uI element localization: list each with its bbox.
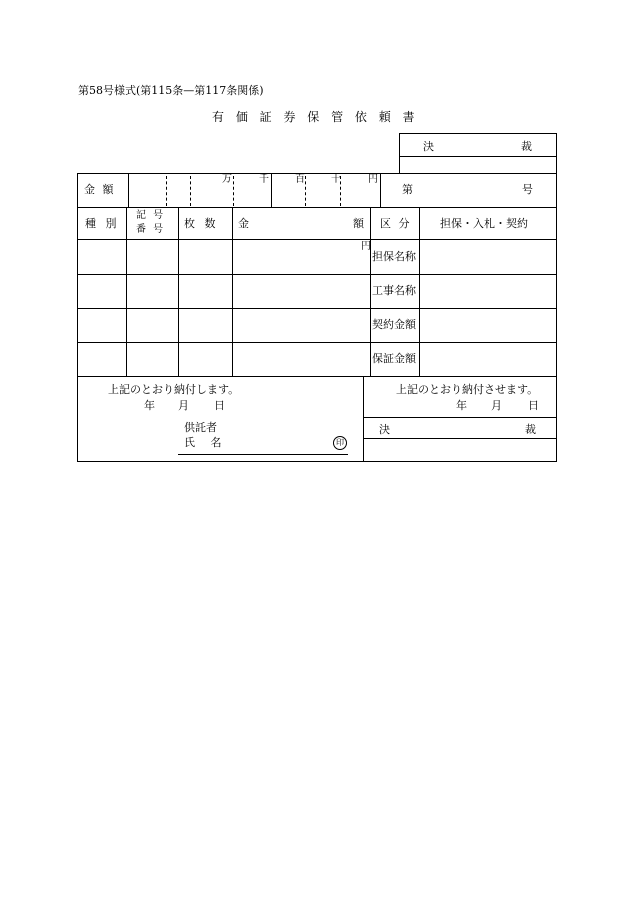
row-divider-5 xyxy=(77,342,557,343)
row-divider-4 xyxy=(77,308,557,309)
approval-label: 決 xyxy=(423,140,434,153)
frame-left xyxy=(77,173,78,462)
frame-top xyxy=(77,173,557,174)
unit-hyaku: 百 xyxy=(295,174,305,185)
unit-juu: 十 xyxy=(331,174,341,185)
payment-order-statement: 上記のとおり納付させます。 xyxy=(396,383,539,396)
unit-sen: 千 xyxy=(259,174,269,185)
col-sep-mark xyxy=(178,207,179,376)
row-divider-1 xyxy=(77,207,557,208)
right-day: 日 xyxy=(528,399,539,412)
name-label: 氏 名 xyxy=(184,436,228,449)
amount-col-sep-2 xyxy=(271,173,272,208)
row-divider-3 xyxy=(77,274,557,275)
right-month: 月 xyxy=(491,399,502,412)
bottom-approval-label: 決 xyxy=(379,423,390,436)
header-category: 区 分 xyxy=(380,217,412,230)
bottom-right-divider-2 xyxy=(363,438,556,439)
left-year: 年 xyxy=(144,399,155,412)
bottom-center-sep xyxy=(363,376,364,461)
signature-line xyxy=(178,454,348,455)
amount-dash-1 xyxy=(166,176,167,206)
amount-col-sep-3 xyxy=(380,173,381,208)
number-prefix: 第 xyxy=(402,183,413,196)
approval-box-top xyxy=(399,133,556,134)
category-guarantee-amount: 保証金額 xyxy=(372,352,416,365)
header-purposes: 担保・入札・契約 xyxy=(440,217,528,230)
header-mark-top: 記 号 xyxy=(136,210,166,221)
col-sep-category xyxy=(419,207,420,376)
col-sep-kind xyxy=(126,207,127,376)
bottom-approval-label-2: 裁 xyxy=(525,423,536,436)
row-divider-6 xyxy=(77,376,557,377)
amount-label: 金 額 xyxy=(84,183,116,196)
amount-dash-2 xyxy=(190,176,191,206)
header-amount-right: 額 xyxy=(353,217,364,230)
unit-man: 万 xyxy=(222,174,232,185)
header-count: 枚 数 xyxy=(184,217,219,230)
yen-mark: 円 xyxy=(361,241,371,252)
left-month: 月 xyxy=(178,399,189,412)
approval-box-left xyxy=(399,133,400,173)
category-contract-amount: 契約金額 xyxy=(372,318,416,331)
category-collateral: 担保名称 xyxy=(372,250,416,263)
unit-yen: 円 xyxy=(368,174,378,185)
frame-bottom xyxy=(77,461,557,462)
category-construction: 工事名称 xyxy=(372,284,416,297)
approval-label-2: 裁 xyxy=(521,140,532,153)
col-sep-amount xyxy=(370,207,371,376)
seal-mark: 印 xyxy=(333,436,347,450)
number-suffix: 号 xyxy=(522,183,533,196)
approval-box-divider xyxy=(399,156,556,157)
amount-col-sep xyxy=(128,173,129,208)
form-number: 第58号様式(第115条—第117条関係) xyxy=(78,84,264,97)
row-divider-2 xyxy=(77,239,557,240)
amount-dash-4 xyxy=(305,176,306,206)
header-kind: 種 別 xyxy=(85,217,120,230)
header-amount-left: 金 xyxy=(238,217,249,230)
bottom-right-divider-1 xyxy=(363,417,556,418)
header-mark-bottom: 番 号 xyxy=(136,224,166,235)
amount-dash-3 xyxy=(233,176,234,206)
payment-statement: 上記のとおり納付します。 xyxy=(108,383,240,396)
right-year: 年 xyxy=(456,399,467,412)
col-sep-count xyxy=(232,207,233,376)
form-title: 有 価 証 券 保 管 依 頼 書 xyxy=(212,110,419,124)
frame-right xyxy=(556,133,557,462)
depositor-label: 供託者 xyxy=(184,421,217,434)
left-day: 日 xyxy=(214,399,225,412)
